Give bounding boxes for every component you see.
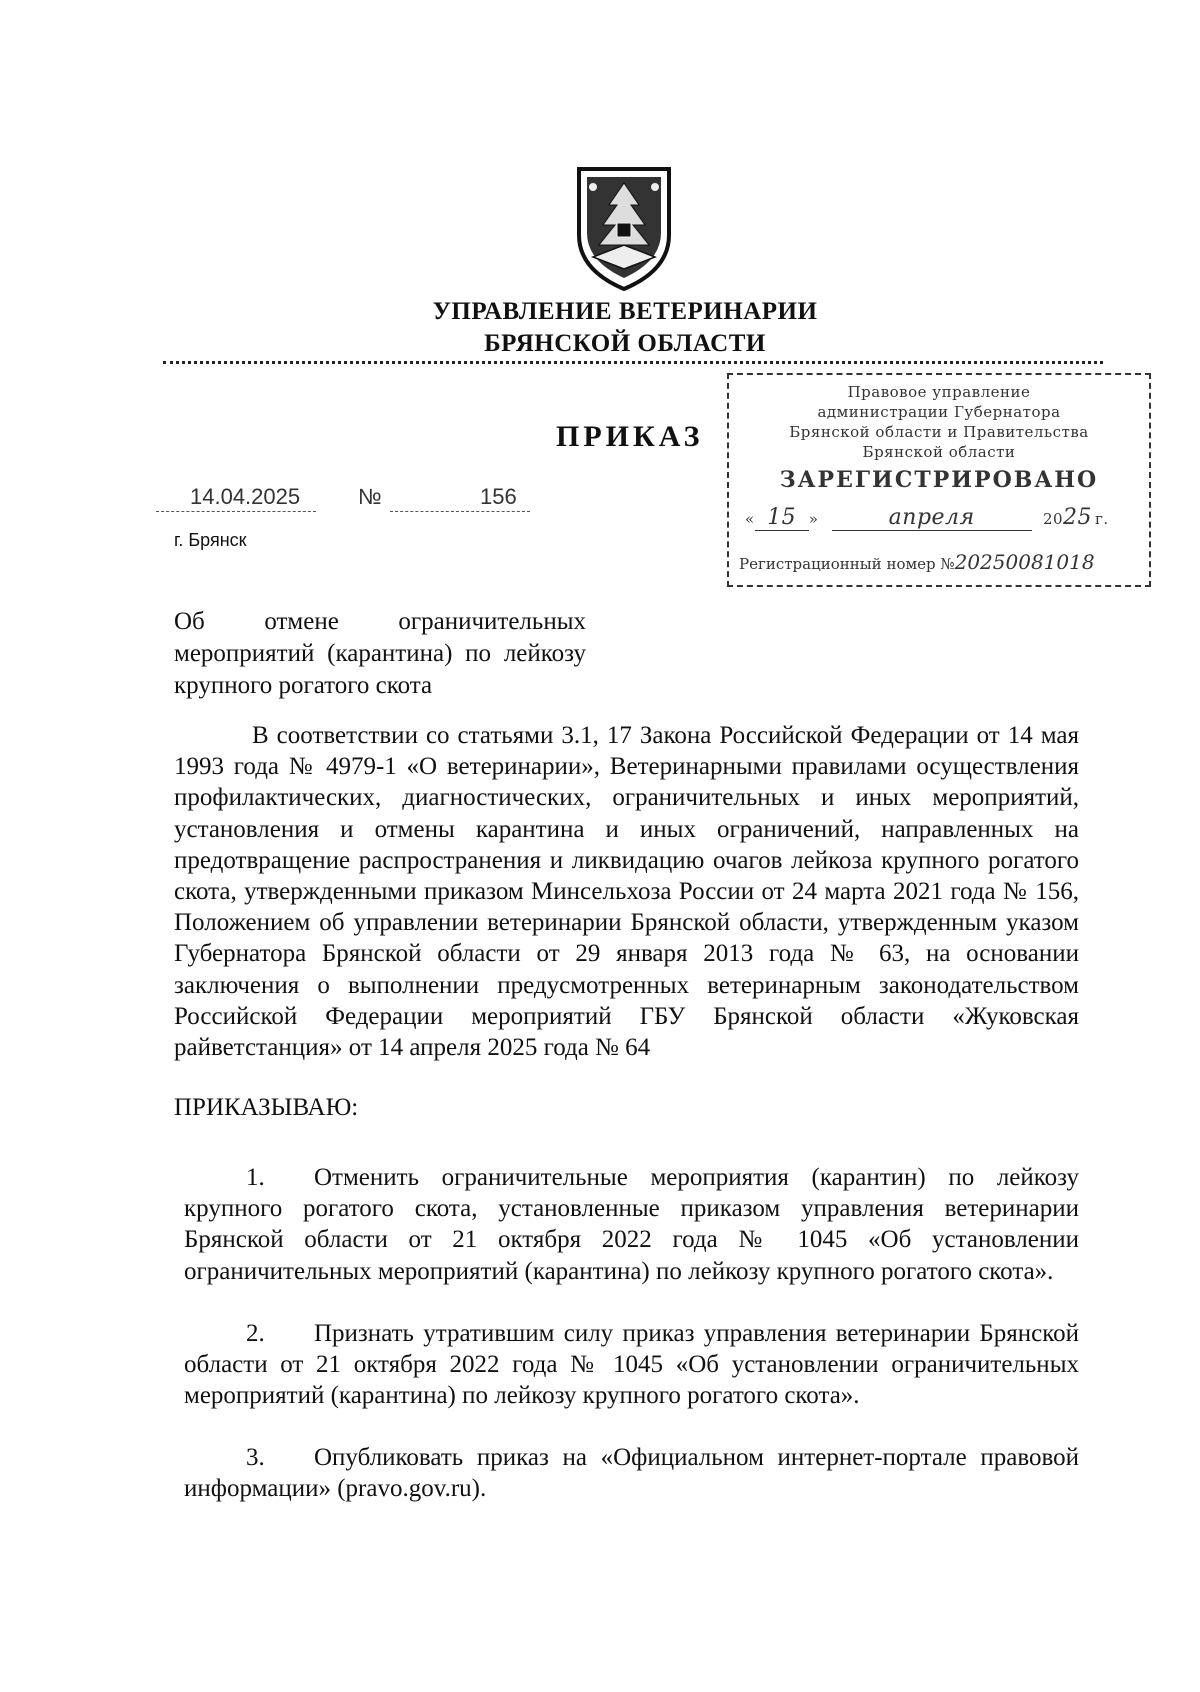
stamp-line3: Брянской области и Правительства	[789, 423, 1089, 441]
date-underline	[156, 511, 316, 512]
stamp-year-unit: г.	[1095, 510, 1109, 528]
stamp-regno-value: 20250081018	[954, 550, 1095, 574]
stamp-line1: Правовое управление	[847, 383, 1031, 401]
order-item-text: Отменить ограничительные мероприятия (карантин) по лейкозу крупного рогатого скота, установленные приказом управления ветеринарии Брянской области от 21 октября 2022 года № 1045 «Об установлении ограничительных мероприятий (карантина) по лейкозу крупного рогатого скота».	[184, 1164, 1079, 1285]
number-underline	[390, 511, 530, 512]
order-item-number: 2.	[246, 1320, 265, 1347]
order-basis-paragraph: В соответствии со статьями 3.1, 17 Закона Российской Федерации от 14 мая 1993 года № 4979-1 «О ветеринарии», Ветеринарными правилами осуществления профилактических, диагностических, ограничительных и иных мероприятий, установления и отмены карантина и иных ограничений, направленных на предотвращение распространения и ликвидацию очагов лейкоза крупного рогатого скота, утвержденными приказом Минсельхоза России от 24 марта 2021 года № 156, Положением об управлении ветеринарии Брянской области, утвержденным указом Губернатора Брянской области от 29 января 2013 года № 63, на основании заключения о выполнении предусмотренных ветеринарным законодательством Российской Федерации мероприятий ГБУ Брянской области «Жуковская райветстанция» от 14 апреля 2025 года № 64	[174, 722, 1079, 1062]
stamp-year-suffix: 25	[1063, 505, 1093, 530]
document-type-title: ПРИКАЗ	[556, 420, 704, 453]
registration-stamp	[727, 373, 1151, 587]
order-subject: Об отмене ограничительных мероприятий (карантина) по лейкозу крупного рогатого скота	[174, 608, 586, 699]
order-date: 14.04.2025	[190, 484, 301, 509]
stamp-line4: Брянской области	[862, 443, 1016, 461]
order-number-label: №	[358, 484, 382, 509]
bryansk-coat-of-arms-icon	[573, 165, 675, 295]
order-keyword: ПРИКАЗЫВАЮ:	[174, 1094, 359, 1121]
order-item-3	[184, 1442, 1079, 1504]
organization-name-line1: УПРАВЛЕНИЕ ВЕТЕРИНАРИИ	[432, 298, 818, 325]
stamp-month: апреля	[832, 505, 1032, 531]
stamp-date-row: « 15 » апреля 2025 г.	[745, 505, 1109, 530]
header-divider	[163, 361, 1103, 364]
stamp-registered: ЗАРЕГИСТРИРОВАНО	[779, 467, 1099, 493]
stamp-regno-row	[739, 550, 1095, 574]
city: г. Брянск	[174, 530, 247, 550]
organization-name-line2: БРЯНСКОЙ ОБЛАСТИ	[484, 330, 766, 357]
stamp-year-prefix: 20	[1042, 510, 1064, 528]
stamp-regno-label: Регистрационный номер №	[739, 555, 955, 573]
order-item-2	[184, 1318, 1079, 1412]
stamp-line2: администрации Губернатора	[817, 403, 1061, 421]
order-item-number: 3.	[246, 1444, 265, 1471]
order-item-text: Признать утратившим силу приказ управления ветеринарии Брянской области от 21 октября 2022 года № 1045 «Об установлении ограничительных мероприятий (карантина) по лейкозу крупного рогатого скота».	[184, 1320, 1079, 1410]
order-item-text: Опубликовать приказ на «Официальном интернет-портале правовой информации» (pravo.gov.ru).	[184, 1444, 1079, 1503]
order-number: 156	[480, 484, 517, 509]
order-item-1	[184, 1162, 1079, 1287]
order-item-number: 1.	[246, 1164, 265, 1191]
stamp-day: 15	[755, 505, 809, 531]
